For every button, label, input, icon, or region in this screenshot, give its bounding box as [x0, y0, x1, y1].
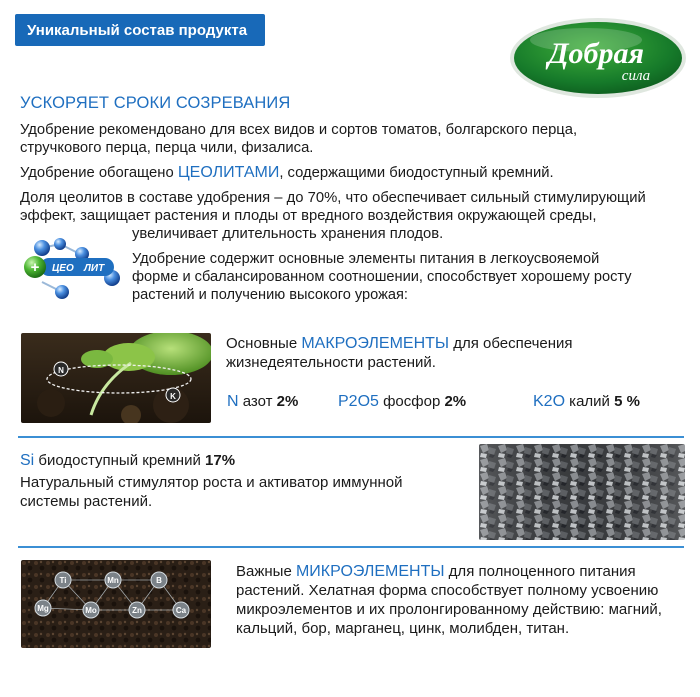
zeolites-highlight: ЦЕОЛИТАМИ — [177, 164, 280, 181]
paragraph-zeolite-share: Доля цеолитов в составе удобрения – до 70%, что обеспечивает сильный стимулирующий эффект, защищает растения и плоды от вредного воздействия окружающей среды, увеличивает длительность хранения плодов. — [20, 190, 646, 242]
svg-text:ЦЕО: ЦЕО — [52, 263, 74, 274]
paragraph-recommendation: Удобрение рекомендовано для всех видов и сортов томатов, болгарского перца, стручкового перца, перца чили, физалиса. — [20, 122, 578, 156]
divider-1 — [18, 436, 684, 438]
svg-text:Mo: Mo — [85, 606, 97, 615]
svg-text:K: K — [170, 392, 176, 401]
svg-text:B: B — [156, 576, 162, 585]
zeolite-molecule-icon — [22, 234, 128, 300]
divider-2 — [18, 546, 684, 548]
paragraph-zeolites: Удобрение обогащено ЦЕОЛИТАМИ, содержащими биодоступный кремний. — [20, 164, 554, 181]
svg-text:+: + — [30, 259, 40, 276]
silicon-description: Si биодоступный кремний 17% Натуральный стимулятор роста и активатор иммунной системы растений. — [20, 452, 403, 510]
svg-text:Ca: Ca — [175, 606, 187, 615]
svg-text:Mg: Mg — [37, 604, 49, 613]
macro-description: Основные МАКРОЭЛЕМЕНТЫ для обеспечения жизнедеятельности растений. — [226, 335, 573, 371]
nutrient-nitrogen: N азот 2% — [227, 393, 299, 410]
svg-text:N: N — [58, 366, 64, 375]
svg-text:Mn: Mn — [107, 576, 119, 585]
page-title: УСКОРЯЕТ СРОКИ СОЗРЕВАНИЯ — [20, 94, 291, 112]
nutrient-phosphorus: P2O5 фосфор 2% — [338, 393, 467, 410]
svg-text:Ti: Ti — [59, 576, 67, 585]
micro-description: Важные МИКРОЭЛЕМЕНТЫ для полноценного питания растений. Хелатная форма способствует полному усвоению микроэлементов и их пролонгированному действию: магний, кальций, бор, марганец, цинк, молибден, титан. — [236, 563, 662, 637]
paragraph-nutrients: Удобрение содержит основные элементы питания в легкоусвояемой форме и сбалансированном соотношении, способствует хорошему росту растений и получению высокого урожая: — [132, 251, 632, 303]
soil-microelements-photo — [21, 560, 211, 648]
macro-highlight: МАКРОЭЛЕМЕНТЫ — [301, 335, 450, 352]
zeolite-granules-photo — [479, 444, 685, 540]
section-header-label: Уникальный состав продукта — [27, 21, 248, 39]
logo-main: Добрая — [548, 37, 644, 70]
brand-logo — [508, 16, 688, 100]
nutrient-potassium: K2O калий 5 % — [533, 393, 640, 410]
logo-sub: сила — [621, 68, 651, 84]
svg-text:Zn: Zn — [132, 606, 142, 615]
micro-highlight: МИКРОЭЛЕМЕНТЫ — [295, 563, 445, 580]
svg-text:ЛИТ: ЛИТ — [84, 263, 105, 274]
section-header — [15, 14, 265, 46]
plant-soil-photo — [21, 333, 211, 423]
